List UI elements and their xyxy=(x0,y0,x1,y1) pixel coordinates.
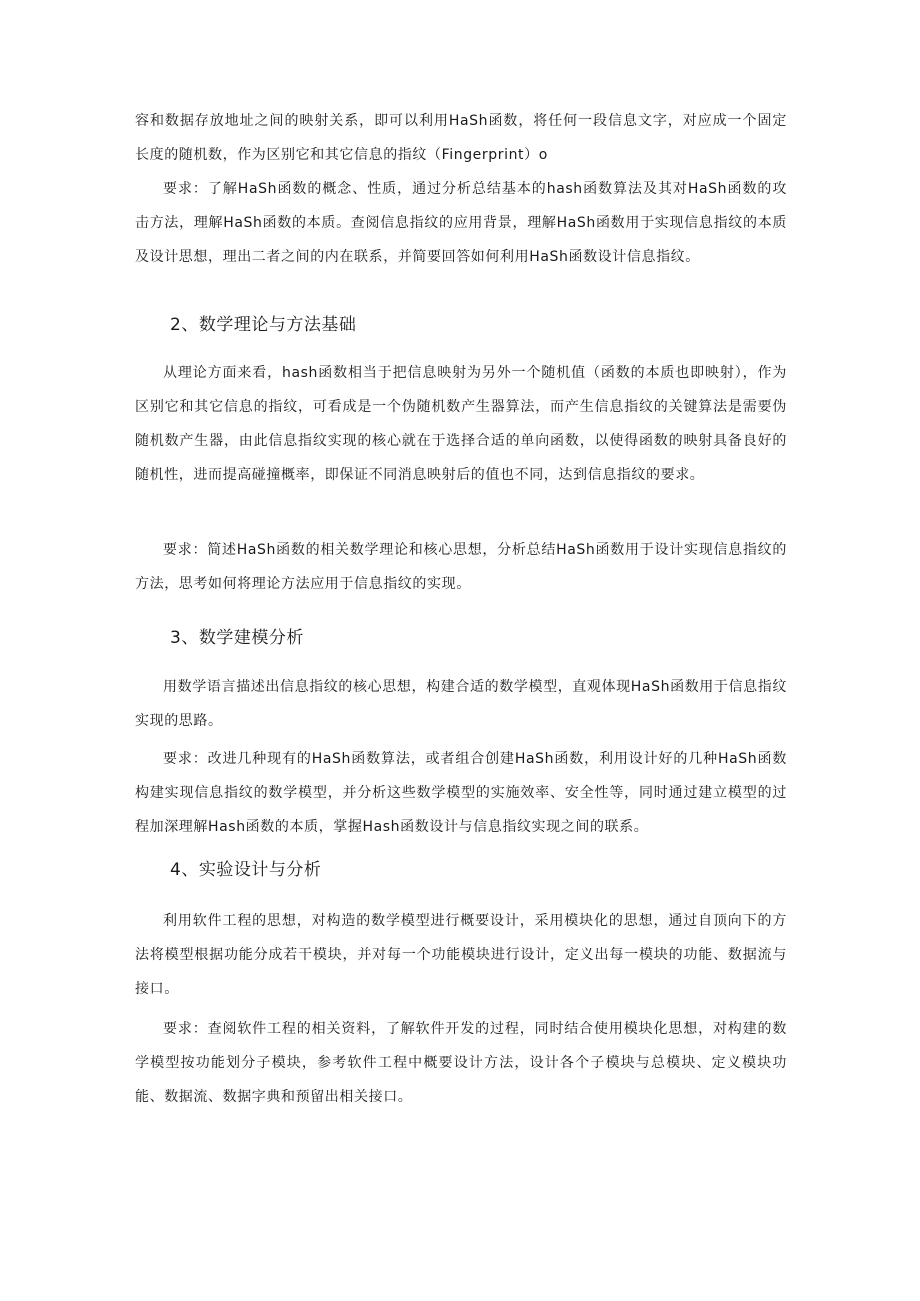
paragraph-modeling: 用数学语言描述出信息指纹的核心思想，构建合适的数学模型，直观体现HaSh函数用于信息指纹实现的思路。 xyxy=(135,679,787,729)
paragraph-theory: 从理论方面来看，hash函数相当于把信息映射为另外一个随机值（函数的本质也即映射），作为区别它和其它信息的指纹，可看成是一个伪随机数产生器算法，而产生信息指纹的关键算法是需要伪随机数产生器，由此信息指纹实现的核心就在于选择合适的单向函数，以使得函数的映射具备良好的随机性，进而提高碰撞概率，即保证不同消息映射后的值也不同，达到信息指纹的要求。 xyxy=(135,365,787,483)
paragraph-requirement-3: 要求：改进几种现有的HaSh函数算法，或者组合创建HaSh函数，利用设计好的几种HaSh函数构建实现信息指纹的数学模型，并分析这些数学模型的实施效率、安全性等，同时通过建立模型的过程加深理解Hash函数的本质，掌握Hash函数设计与信息指纹实现之间的联系。 xyxy=(135,751,787,835)
paragraph-experiment-design: 利用软件工程的思想，对构造的数学模型进行概要设计，采用模块化的思想，通过自顶向下的方法将模型根据功能分成若干模块，并对每一个功能模块进行设计，定义出每一模块的功能、数据流与接口。 xyxy=(135,913,787,997)
section-heading-3: 3、数学建模分析 xyxy=(170,628,304,648)
paragraph-requirement-1: 要求：了解HaSh函数的概念、性质，通过分析总结基本的hash函数算法及其对HaSh函数的攻击方法，理解HaSh函数的本质。查阅信息指纹的应用背景，理解HaSh函数用于实现信息指纹的本质及设计思想，理出二者之间的内在联系，并简要回答如何利用HaSh函数设计信息指纹。 xyxy=(135,181,787,265)
paragraph-requirement-4: 要求：查阅软件工程的相关资料，了解软件开发的过程，同时结合使用模块化思想，对构建的数学模型按功能划分子模块，参考软件工程中概要设计方法，设计各个子模块与总模块、定义模块功能、数据流、数据字典和预留出相关接口。 xyxy=(135,1021,787,1105)
section-heading-2: 2、数学理论与方法基础 xyxy=(170,315,357,335)
paragraph-hash-intro-continued: 容和数据存放地址之间的映射关系，即可以利用HaSh函数，将任何一段信息文字，对应成一个固定长度的随机数，作为区别它和其它信息的指纹（Fingerprint）o xyxy=(135,113,787,163)
section-heading-4: 4、实验设计与分析 xyxy=(170,860,322,880)
paragraph-requirement-2: 要求：简述HaSh函数的相关数学理论和核心思想，分析总结HaSh函数用于设计实现信息指纹的方法，思考如何将理论方法应用于信息指纹的实现。 xyxy=(135,542,787,592)
